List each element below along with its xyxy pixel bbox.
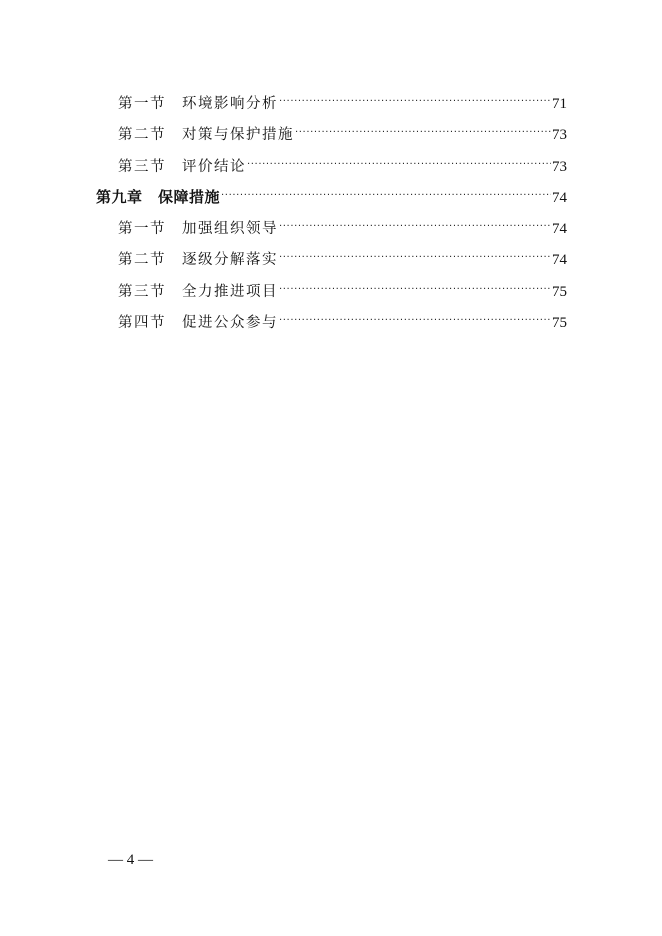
toc-dot-leader [247,151,551,171]
toc-entry-title: 对策与保护措施 [182,127,294,143]
toc-entry-section[interactable] [118,307,567,333]
toc-entry-number: 第一节 [118,96,166,112]
toc-entry-title: 保障措施 [158,188,221,206]
toc-dot-leader [295,119,551,139]
toc-entry-number: 第三节 [118,284,166,300]
toc-entry-title: 评价结论 [182,159,246,175]
toc-entry-page: 75 [552,284,567,300]
toc-entry-number: 第九章 [96,188,143,206]
toc-entry-page: 73 [552,159,567,175]
toc-entry-section[interactable] [118,244,567,270]
toc-entry-section[interactable] [118,213,567,239]
toc-entry-title: 环境影响分析 [182,96,278,112]
toc-entry-title: 逐级分解落实 [182,252,278,268]
toc-entry-section[interactable] [118,151,567,177]
toc-dot-leader [279,213,551,233]
toc-entry-number: 第二节 [118,252,166,268]
toc-entry-page: 74 [552,190,567,206]
toc-entry-chapter[interactable] [96,182,567,208]
toc-dot-leader [279,307,551,327]
toc-entry-page: 75 [552,315,567,331]
toc-entry-number: 第一节 [118,221,166,237]
toc-dot-leader [279,276,551,296]
page-number: — 4 — [108,852,153,868]
toc-entry-page: 74 [552,221,567,237]
toc-entry-number: 第三节 [118,159,166,175]
toc-entry-number: 第二节 [118,127,166,143]
toc-dot-leader [279,88,551,108]
toc-entry-page: 73 [552,127,567,143]
toc-entry-page: 71 [552,96,567,112]
toc-entry-number: 第四节 [118,315,166,331]
toc-entry-page: 74 [552,252,567,268]
toc-entry-title: 全力推进项目 [182,284,278,300]
toc-entry-section[interactable] [118,119,567,145]
toc-entry-title: 加强组织领导 [182,221,278,237]
toc-entry-title: 促进公众参与 [182,315,278,331]
toc-entry-section[interactable] [118,88,567,114]
toc-dot-leader [279,244,551,264]
toc-dot-leader [221,182,551,202]
toc-entry-section[interactable] [118,276,567,302]
